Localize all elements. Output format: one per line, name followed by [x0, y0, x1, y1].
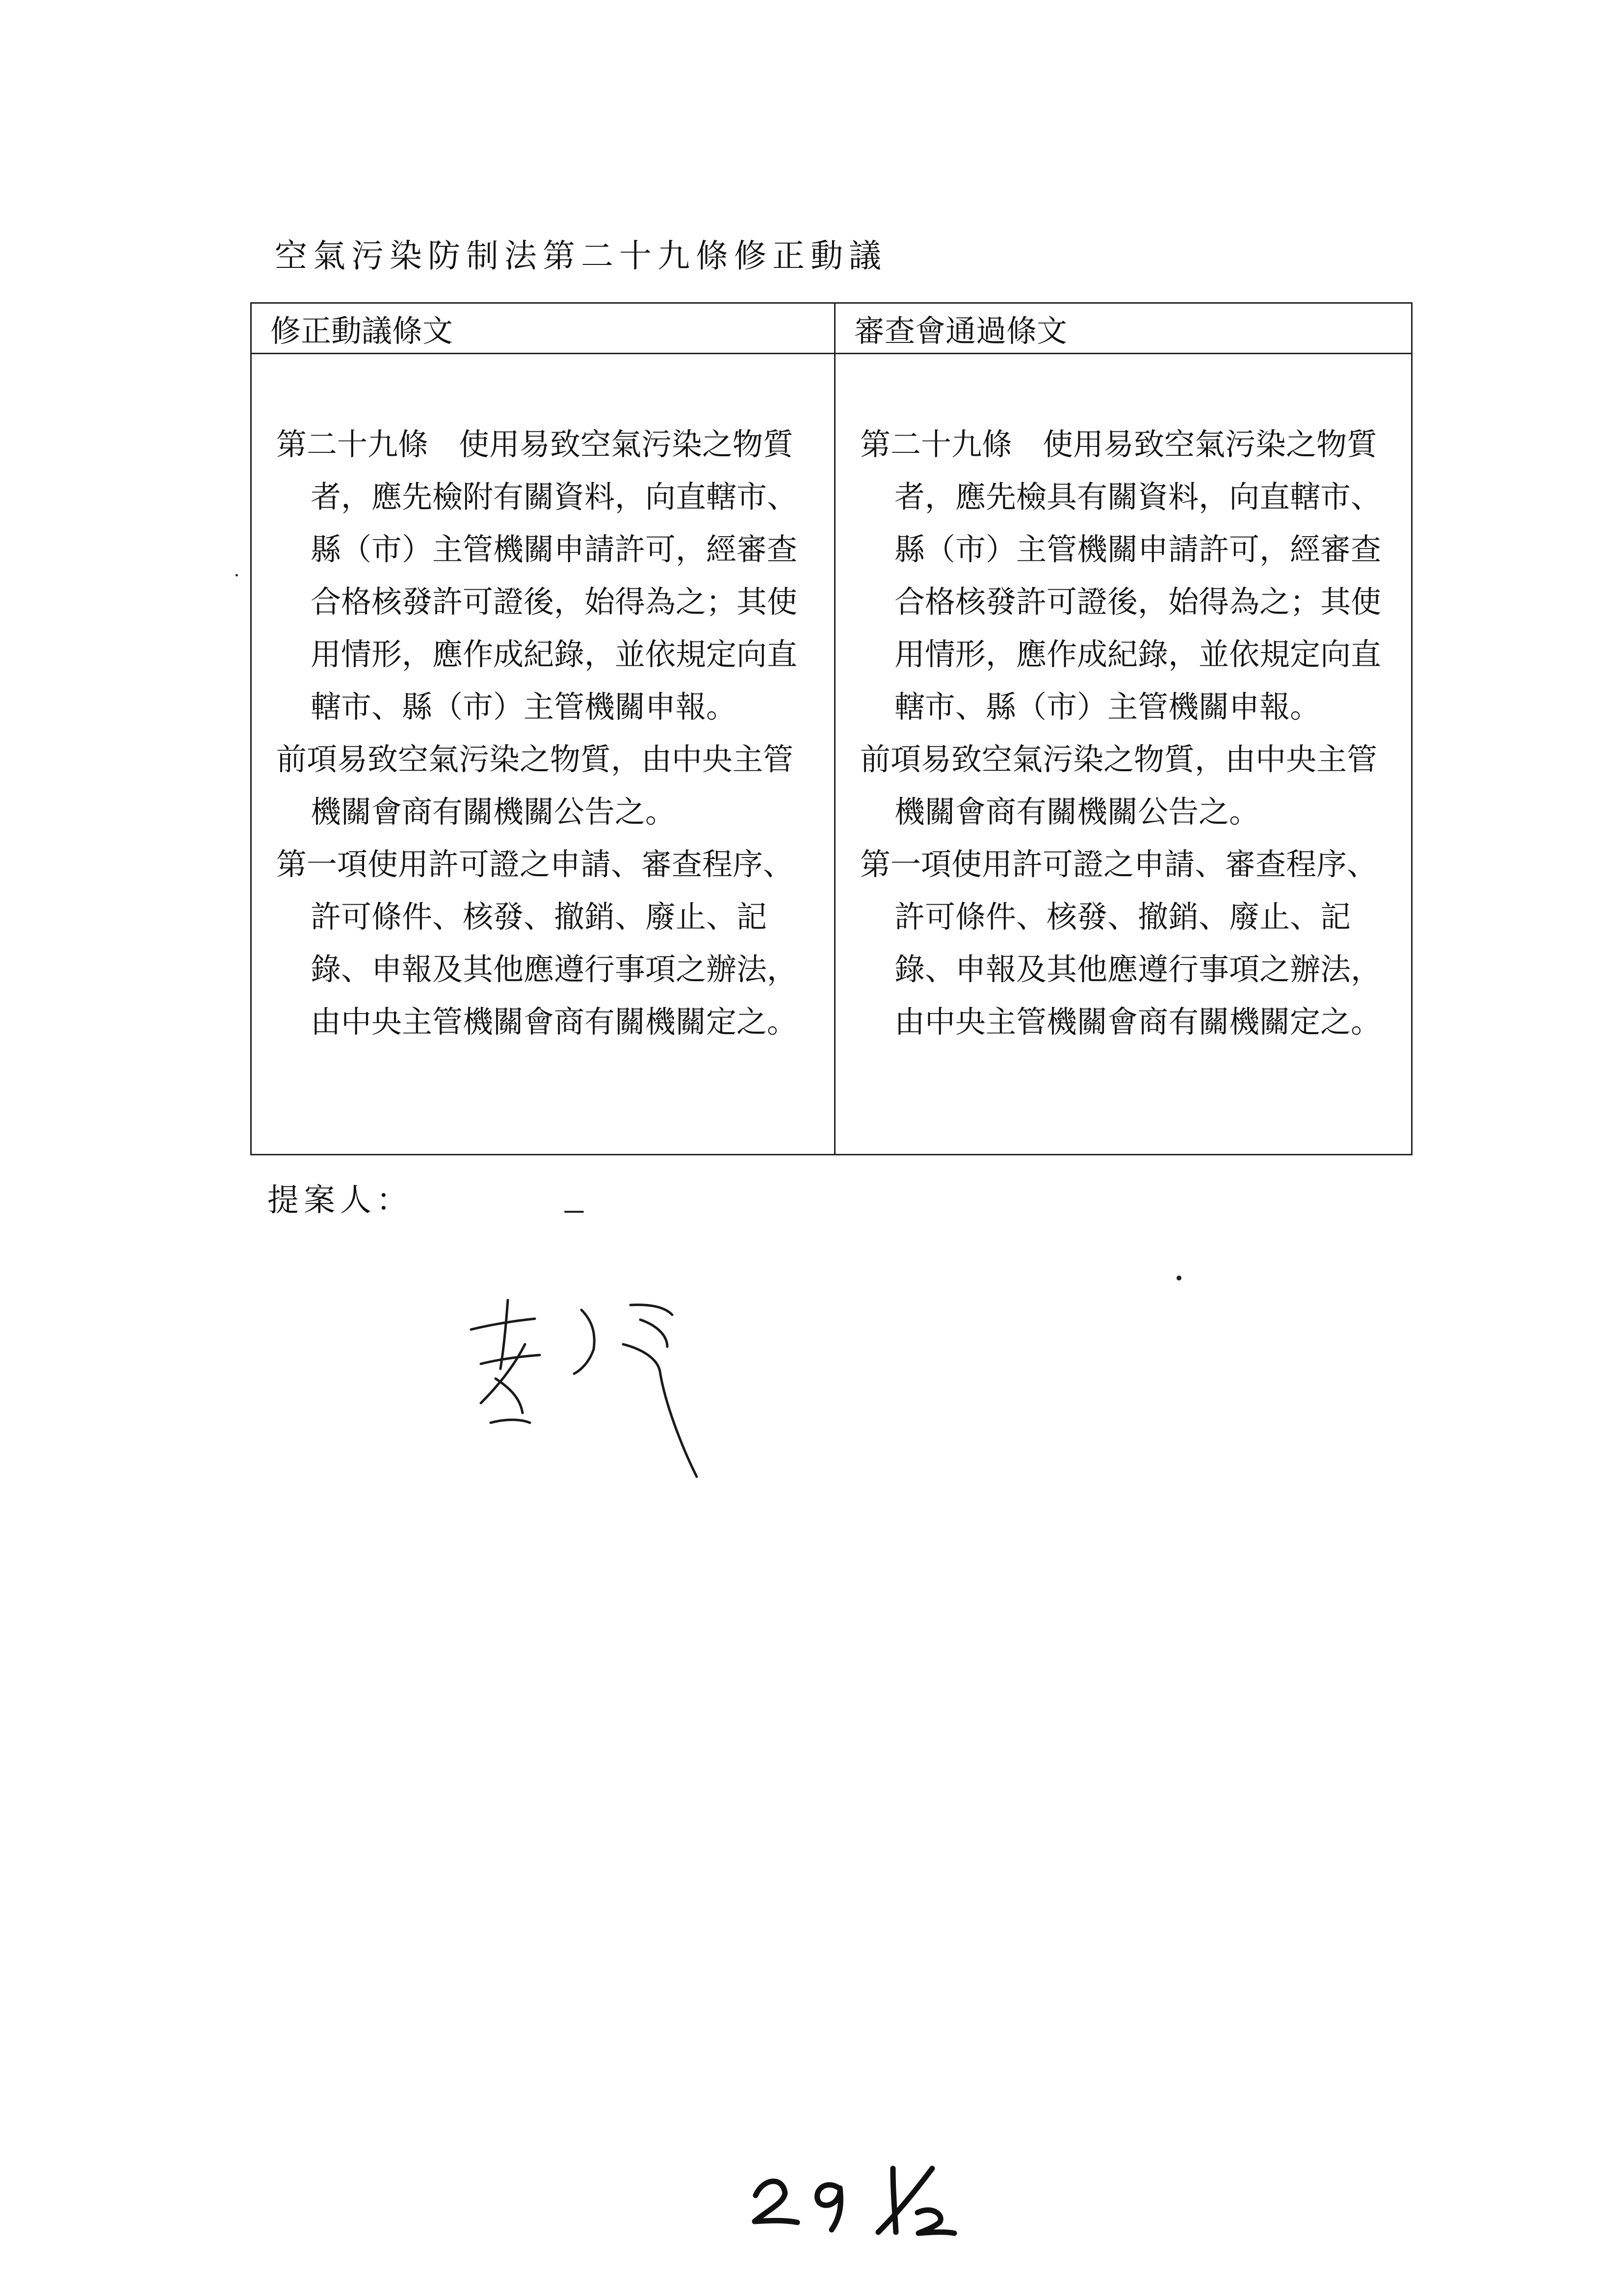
header-motion-text: 修正動議條文: [251, 303, 835, 354]
amendment-comparison-table: [250, 302, 1413, 1155]
document-title: 空氣污染防制法第二十九條修正動議: [275, 237, 887, 275]
motion-paragraph-3: 第一項使用許可證之申請、審查程序、許可條件、核發、撤銷、廢止、記錄、申報及其他應遵行事項之辦法，由中央主管機關會商有關機關定之。: [276, 846, 798, 1040]
table-row: [251, 354, 1412, 1155]
committee-paragraph-3: 第一項使用許可證之申請、審查程序、許可條件、核發、撤銷、廢止、記錄、申報及其他應遵行事項之辦法，由中央主管機關會商有關機關定之。: [860, 846, 1382, 1040]
motion-text-cell: [251, 354, 835, 1155]
scan-speck: [1177, 1276, 1181, 1280]
committee-text-cell: [835, 354, 1412, 1155]
scan-speck: [236, 574, 238, 576]
proposer-label: 提案人：: [267, 1182, 413, 1219]
table-header-row: [251, 303, 1412, 354]
committee-paragraph-1: 第二十九條 使用易致空氣污染之物質者，應先檢具有關資料，向直轄市、縣（市）主管機關申請許可，經審查合格核發許可證後，始得為之；其使用情形，應作成紀錄，並依規定向直轄市、縣（市）主管機關申報。: [860, 426, 1382, 725]
motion-text-body: [276, 418, 816, 1048]
motion-paragraph-1: 第二十九條 使用易致空氣污染之物質者，應先檢附有關資料，向直轄市、縣（市）主管機關申請許可，經審查合格核發許可證後，始得為之；其使用情形，應作成紀錄，並依規定向直轄市、縣（市）主管機關申報。: [276, 426, 798, 725]
motion-paragraph-2: 前項易致空氣污染之物質，由中央主管機關會商有關機關公告之。: [276, 741, 794, 830]
handwritten-page-mark: [746, 2149, 962, 2237]
header-committee-text: 審查會通過條文: [835, 303, 1412, 354]
committee-text-body: [860, 418, 1395, 1048]
scan-speck: [564, 1211, 584, 1213]
committee-paragraph-2: 前項易致空氣污染之物質，由中央主管機關會商有關機關公告之。: [860, 741, 1378, 830]
handwritten-signature: [461, 1290, 775, 1487]
